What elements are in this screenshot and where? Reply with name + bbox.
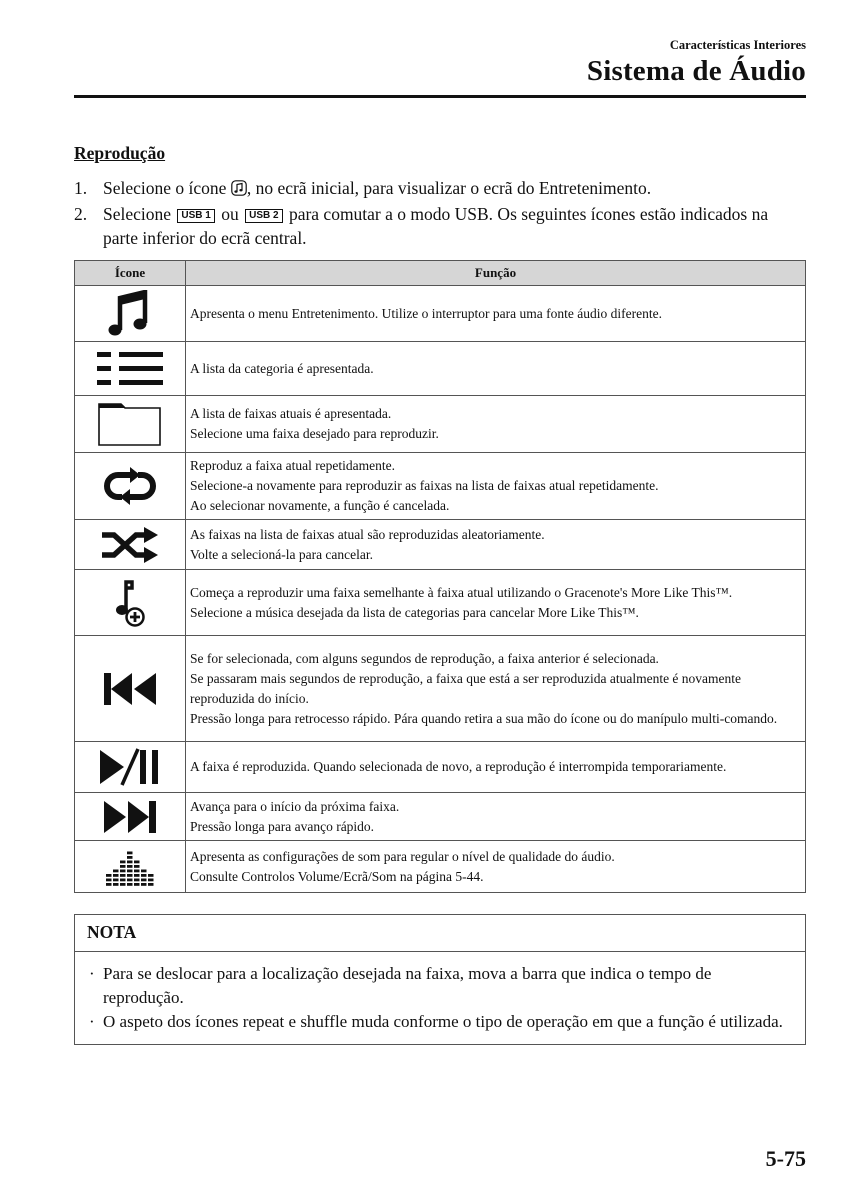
note-item: [89, 962, 791, 1010]
next-track-icon: [75, 793, 186, 841]
more-like-this-icon: [75, 570, 186, 636]
step-text: ou: [221, 204, 239, 224]
section-heading: Reprodução: [74, 143, 166, 163]
header-subtitle: Características Interiores: [669, 38, 806, 52]
function-description: A lista de faixas atuais é apresentada. Selecione uma faixa desejado para reproduzir.: [186, 396, 806, 453]
previous-track-icon: [75, 636, 186, 742]
folder-icon: [75, 396, 186, 453]
table-row: [75, 793, 806, 841]
function-description: A lista da categoria é apresentada.: [186, 342, 806, 396]
usb2-button-label: USB 2: [245, 209, 282, 223]
column-header-function: Função: [186, 261, 806, 286]
note-body: [75, 952, 805, 1044]
step-2: [74, 202, 794, 250]
function-description: Começa a reproduzir uma faixa semelhante à faixa atual utilizando o Gracenote's More Like This™. Selecione a música desejada da lista de categorias para cancelar More Like This™.: [186, 570, 806, 636]
step-text: para comutar a o modo USB. Os seguintes ícones estão indicados na parte inferior do ecrã central.: [103, 204, 769, 248]
table-row: [75, 342, 806, 396]
step-number: 2.: [74, 204, 88, 224]
note-text: O aspeto dos ícones repeat e shuffle muda conforme o tipo de operação em que a função é utilizada.: [103, 1012, 783, 1031]
function-description: As faixas na lista de faixas atual são reproduzidas aleatoriamente. Volte a selecioná-la para cancelar.: [186, 520, 806, 570]
step-text: , no ecrã inicial, para visualizar o ecrã do Entretenimento.: [246, 178, 652, 198]
step-text: Selecione: [103, 204, 172, 224]
table-row: [75, 570, 806, 636]
column-header-icon: Ícone: [75, 261, 186, 286]
sound-settings-icon: [75, 841, 186, 893]
page-title: Sistema de Áudio: [586, 55, 806, 87]
shuffle-icon: [75, 520, 186, 570]
step-number: 1.: [74, 178, 88, 198]
function-description: Avança para o início da próxima faixa. Pressão longa para avanço rápido.: [186, 793, 806, 841]
note-box: [74, 914, 806, 1045]
table-row: [75, 396, 806, 453]
play-pause-icon: [75, 742, 186, 793]
function-description: Se for selecionada, com alguns segundos de reprodução, a faixa anterior é selecionada. Se passaram mais segundos de reprodução, a faixa que está a ser reproduzida atualmente é novamente reproduzida do início. Pressão longa para retrocesso rápido. Pára quando retira a sua mão do ícone ou do manípulo multi-comando.: [186, 636, 806, 742]
steps-list: [74, 176, 794, 250]
bullet: ·: [89, 1012, 95, 1031]
table-row: [75, 636, 806, 742]
note-title: NOTA: [75, 915, 805, 952]
table-row: [75, 453, 806, 520]
icon-function-table: [74, 260, 806, 893]
function-description: Reproduz a faixa atual repetidamente. Selecione-a novamente para reproduzir as faixas na lista de faixas atual repetidamente. Ao selecionar novamente, a função é cancelada.: [186, 453, 806, 520]
table-row: [75, 841, 806, 893]
table-row: [75, 520, 806, 570]
step-text: Selecione o ícone: [103, 178, 227, 198]
table-header-row: [75, 261, 806, 286]
function-description: Apresenta as configurações de som para regular o nível de qualidade do áudio. Consulte Controlos Volume/Ecrã/Som na página 5-44.: [186, 841, 806, 893]
note-item: [89, 1010, 791, 1034]
category-list-icon: [75, 342, 186, 396]
bullet: ·: [89, 964, 95, 983]
function-description: A faixa é reproduzida. Quando selecionada de novo, a reprodução é interrompida temporariamente.: [186, 742, 806, 793]
music-note-icon: [231, 178, 247, 202]
function-description: Apresenta o menu Entretenimento. Utilize o interruptor para uma fonte áudio diferente.: [186, 286, 806, 342]
note-text: Para se deslocar para a localização desejada na faixa, mova a barra que indica o tempo de reprodução.: [103, 964, 712, 1007]
usb1-button-label: USB 1: [177, 209, 214, 223]
header-divider: [74, 95, 806, 98]
music-note-icon: [75, 286, 186, 342]
table-row: [75, 286, 806, 342]
table-row: [75, 742, 806, 793]
repeat-icon: [75, 453, 186, 520]
page-number: 5-75: [765, 1146, 806, 1171]
step-1: [74, 176, 794, 202]
